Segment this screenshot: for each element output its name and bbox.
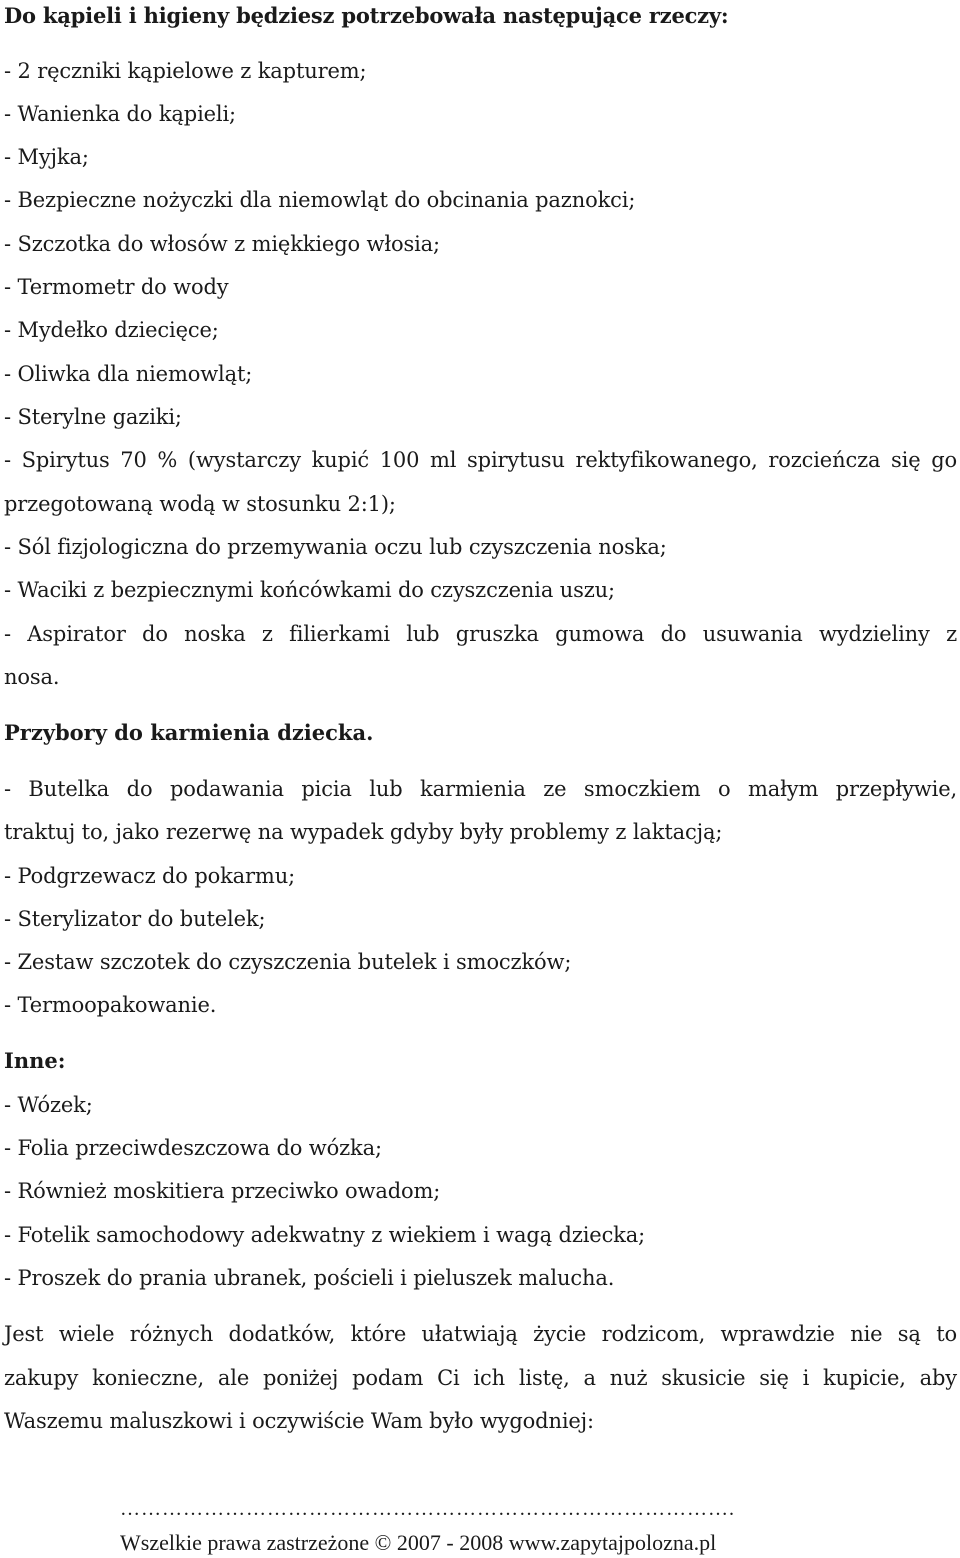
list-item: - Sterylizator do butelek;	[4, 907, 266, 931]
list-item: - Mydełko dziecięce;	[4, 318, 219, 342]
list-item: - 2 ręczniki kąpielowe z kapturem;	[4, 59, 367, 83]
list-item: - Fotelik samochodowy adekwatny z wiekiem i wagą dziecka;	[4, 1223, 646, 1247]
list-item: - Sterylne gaziki;	[4, 405, 182, 429]
list-item: - Szczotka do włosów z miękkiego włosia;	[4, 232, 440, 256]
list-item: - Zestaw szczotek do czyszczenia butelek i smoczków;	[4, 950, 572, 974]
list-item: - Oliwka dla niemowląt;	[4, 362, 253, 386]
list-item: - Folia przeciwdeszczowa do wózka;	[4, 1136, 382, 1160]
list-item: - Waciki z bezpiecznymi końcówkami do czyszczenia uszu;	[4, 578, 615, 602]
other-heading: Inne:	[4, 1048, 66, 1073]
list-item: - Proszek do prania ubranek, pościeli i pieluszek malucha.	[4, 1266, 615, 1290]
list-item: - Również moskitiera przeciwko owadom;	[4, 1179, 441, 1203]
closing-paragraph-line: Waszemu maluszkowi i oczywiście Wam było wygodniej:	[4, 1409, 594, 1433]
list-item: - Butelka do podawania picia lub karmienia ze smoczkiem o małym przepływie,	[4, 777, 957, 801]
list-item-continuation: przegotowaną wodą w stosunku 2:1);	[4, 492, 396, 516]
footer-copyright: Wszelkie prawa zastrzeżone © 2007 - 2008 www.zapytajpolozna.pl	[120, 1530, 717, 1555]
list-item: - Wózek;	[4, 1093, 93, 1117]
list-item: - Myjka;	[4, 145, 89, 169]
footer-divider: …………………………………………………………………………….	[120, 1498, 735, 1520]
closing-paragraph-line: Jest wiele różnych dodatków, które ułatwiają życie rodzicom, wprawdzie nie są to	[4, 1322, 957, 1346]
list-item: - Sól fizjologiczna do przemywania oczu lub czyszczenia noska;	[4, 535, 667, 559]
list-item-continuation: traktuj to, jako rezerwę na wypadek gdyby były problemy z laktacją;	[4, 820, 723, 844]
list-item: - Wanienka do kąpieli;	[4, 102, 236, 126]
feeding-heading: Przybory do karmienia dziecka.	[4, 720, 374, 745]
list-item: - Spirytus 70 % (wystarczy kupić 100 ml spirytusu rektyfikowanego, rozcieńcza się go	[4, 448, 957, 472]
list-item: - Aspirator do noska z filierkami lub gruszka gumowa do usuwania wydzieliny z	[4, 622, 957, 646]
list-item: - Termometr do wody	[4, 275, 229, 299]
list-item: - Podgrzewacz do pokarmu;	[4, 864, 295, 888]
list-item: - Termoopakowanie.	[4, 993, 217, 1017]
closing-paragraph-line: zakupy konieczne, ale poniżej podam Ci ich listę, a nuż skusicie się i kupicie, aby	[4, 1366, 957, 1390]
hygiene-heading: Do kąpieli i higieny będziesz potrzebowała następujące rzeczy:	[4, 3, 729, 28]
list-item: - Bezpieczne nożyczki dla niemowląt do obcinania paznokci;	[4, 188, 636, 212]
list-item-continuation: nosa.	[4, 665, 60, 689]
